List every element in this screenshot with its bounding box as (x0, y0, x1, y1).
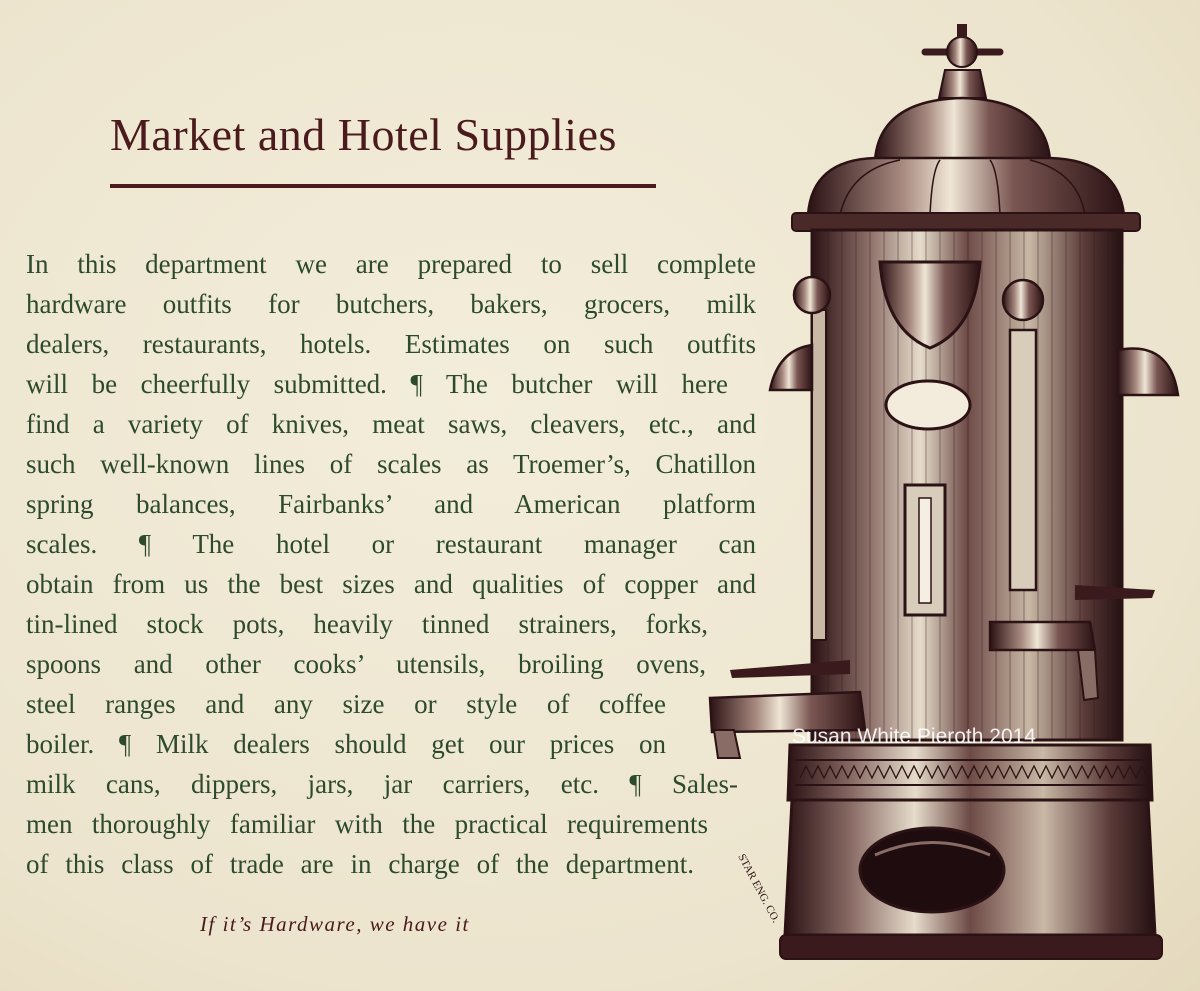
paragraph-line: dealers, restaurants, hotels. Estimates on such outfits (26, 329, 756, 359)
paragraph-line: spoons and other cooks’ utensils, broiling ovens, (26, 649, 706, 679)
paragraph-line: find a variety of knives, meat saws, cleavers, etc., and (26, 409, 756, 439)
body-paragraph (26, 244, 756, 884)
paragraph-line: boiler. ¶ Milk dealers should get our prices on (26, 729, 666, 759)
paragraph-line: such well-known lines of scales as Troemer’s, Chatillon (26, 449, 756, 479)
engraver-mark: STAR ENG. CO. (735, 852, 782, 925)
paragraph-line: spring balances, Fairbanks’ and American platform (26, 489, 756, 519)
slogan: If it’s Hardware, we have it (200, 912, 470, 936)
paragraph-line: steel ranges and any size or style of coffee (26, 689, 666, 719)
coffee-urn-icon (700, 10, 1200, 990)
paragraph-line: will be cheerfully submitted. ¶ The butcher will here (26, 369, 728, 399)
paragraph-line: tin-lined stock pots, heavily tinned strainers, forks, (26, 609, 708, 639)
paragraph-line: scales. ¶ The hotel or restaurant manager can (26, 529, 756, 559)
paragraph-line: milk cans, dippers, jars, jar carriers, etc. ¶ Sales- (26, 769, 738, 799)
paragraph-line: hardware outfits for butchers, bakers, grocers, milk (26, 289, 756, 319)
title-underline (110, 184, 656, 188)
paragraph-line: In this department we are prepared to sell complete (26, 249, 756, 279)
paragraph-line: obtain from us the best sizes and qualities of copper and (26, 569, 756, 599)
paragraph-line: men thoroughly familiar with the practical requirements (26, 809, 708, 839)
paragraph-line: of this class of trade are in charge of the department. (26, 849, 694, 879)
image-credit: Susan White Pieroth 2014 (792, 725, 1036, 748)
page-title: Market and Hotel Supplies (110, 109, 617, 160)
